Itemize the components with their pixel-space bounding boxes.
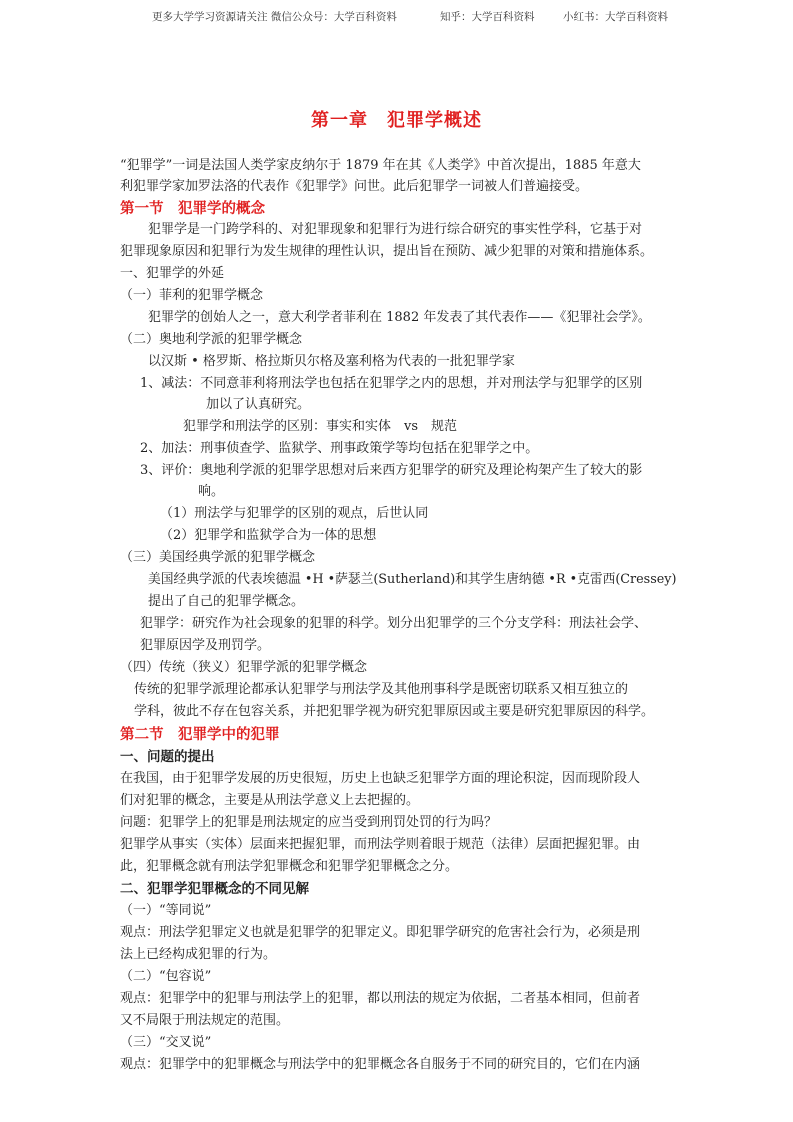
austrian-difference: 犯罪学和刑法学的区别：事实和实体 vs 规范 (183, 419, 458, 434)
austrian-point-1: （1）刑法学与犯罪学的区别的观点，后世认同 (160, 506, 429, 521)
section-2-title: 第二节 犯罪学中的犯罪 (120, 726, 280, 743)
origin-para-line-2: 们对犯罪的概念，主要是从刑法学意义上去把握的。 (120, 793, 420, 808)
traditional-text-line-2: 学科，彼此不存在包容关系，并把犯罪学视为研究犯罪原因或主要是研究犯罪原因的科学。 (134, 704, 655, 719)
austrian-item-1-line-1: 1、减法：不同意菲利将刑法学也包括在犯罪学之内的思想，并对刑法学与犯罪学的区别 (140, 376, 643, 391)
subsection-austrian-title: （二）奥地利学派的犯罪学概念 (120, 332, 303, 347)
view-cross-line-1: 观点：犯罪学中的犯罪概念与刑法学中的犯罪概念各自服务于不同的研究目的，它们在内涵 (120, 1057, 641, 1072)
austrian-item-3-line-1: 3、评价：奥地利学派的犯罪学思想对后来西方犯罪学的研究及理论构架产生了较大的影 (140, 463, 643, 478)
austrian-item-3-line-2: 响。 (198, 484, 225, 499)
section-1-title: 第一节 犯罪学的概念 (120, 200, 265, 217)
traditional-text-line-1: 传统的犯罪学派理论都承认犯罪学与刑法学及其他刑事科学是既密切联系又相互独立的 (134, 682, 629, 697)
heading-different-views: 二、犯罪学犯罪概念的不同见解 (120, 881, 309, 897)
question-line: 问题：犯罪学上的犯罪是刑法规定的应当受到刑罚处罚的行为吗？ (120, 815, 498, 830)
american-def-line-1: 犯罪学：研究作为社会现象的犯罪的科学。划分出犯罪学的三个分支学科：刑法社会学、 (140, 616, 648, 631)
fact-norm-line-2: 此，犯罪概念就有刑法学犯罪概念和犯罪学犯罪概念之分。 (120, 859, 459, 874)
subsection-traditional-title: （四）传统（狭义）犯罪学派的犯罪学概念 (120, 660, 368, 675)
subsection-american-title: （三）美国经典学派的犯罪学概念 (120, 550, 316, 565)
view-equal-line-2: 法上已经构成犯罪的行为。 (120, 947, 277, 962)
american-def-line-2: 犯罪原因学及刑罚学。 (140, 638, 271, 653)
header-zhihu: 知乎：大学百科资料 (440, 11, 535, 23)
heading-question-origin: 一、问题的提出 (120, 749, 215, 765)
austrian-point-2: （2）犯罪学和监狱学合为一体的思想 (160, 528, 377, 543)
definition-line-1: 犯罪学是一门跨学科的、对犯罪现象和犯罪行为进行综合研究的事实性学科，它基于对 (148, 222, 643, 237)
view-cross-title: （三）“交叉说” (120, 1035, 212, 1050)
subsection-ferri-text: 犯罪学的创始人之一，意大利学者菲利在 1882 年发表了其代表作——《犯罪社会学》。 (148, 310, 651, 325)
view-equal-title: （一）“等同说” (120, 903, 212, 918)
subsection-ferri-title: （一）菲利的犯罪学概念 (120, 288, 264, 303)
view-contain-line-1: 观点：犯罪学中的犯罪与刑法学上的犯罪，都以刑法的规定为依据，二者基本相同，但前者 (120, 991, 641, 1006)
origin-para-line-1: 在我国，由于犯罪学发展的历史很短，历史上也缺乏犯罪学方面的理论积淀，因而现阶段人 (120, 771, 641, 786)
intro-line-1: “犯罪学”一词是法国人类学家皮纳尔于 1879 年在其《人类学》中首次提出，1885 年意大 (120, 158, 641, 173)
american-text-line-1: 美国经典学派的代表埃德温 •H •萨瑟兰(Sutherland)和其学生唐纳德 •R •克雷西(Cressey) (148, 572, 677, 587)
fact-norm-line-1: 犯罪学从事实（实体）层面来把握犯罪，而刑法学则着眼于规范（法律）层面把握犯罪。由 (120, 837, 641, 852)
definition-line-2: 犯罪现象原因和犯罪行为发生规律的理性认识，提出旨在预防、减少犯罪的对策和措施体系。 (120, 244, 654, 259)
austrian-item-2: 2、加法：刑事侦查学、监狱学、刑事政策学等均包括在犯罪学之中。 (140, 441, 539, 456)
view-equal-line-1: 观点：刑法学犯罪定义也就是犯罪学的犯罪定义。即犯罪学研究的危害社会行为，必须是刑 (120, 925, 641, 940)
header-xiaohongshu: 小红书：大学百科资料 (563, 11, 668, 23)
american-text-line-2: 提出了自己的犯罪学概念。 (148, 594, 305, 609)
subsection-austrian-lead: 以汉斯 • 格罗斯、格拉斯贝尔格及塞利格为代表的一批犯罪学家 (148, 354, 515, 369)
view-contain-line-2: 又不局限于刑法规定的范围。 (120, 1013, 290, 1028)
header-wechat-notice: 更多大学学习资源请关注 微信公众号：大学百科资料 (152, 11, 397, 23)
chapter-title: 第一章 犯罪学概述 (311, 110, 482, 131)
intro-line-2: 利犯罪学家加罗法洛的代表作《犯罪学》问世。此后犯罪学一词被人们普遍接受。 (120, 179, 589, 194)
view-contain-title: （二）“包容说” (120, 969, 212, 984)
outline-heading-1: 一、犯罪学的外延 (120, 266, 225, 281)
austrian-item-1-line-2: 加以了认真研究。 (206, 397, 311, 412)
